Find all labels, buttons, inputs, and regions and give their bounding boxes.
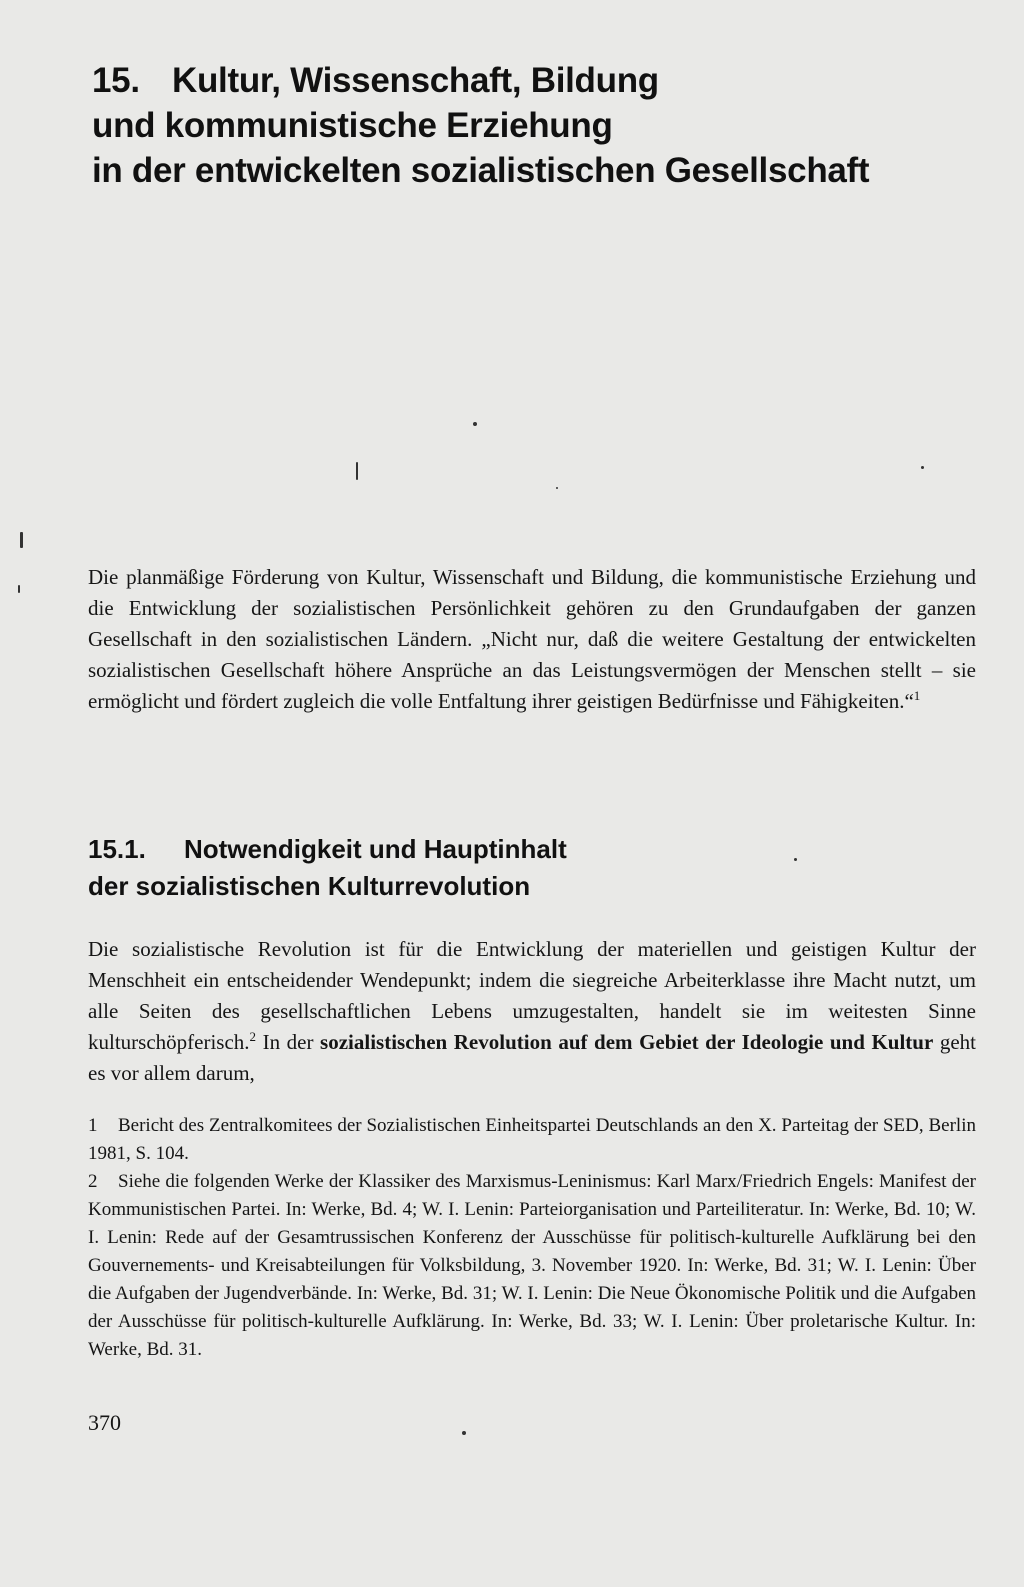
section-title-line-2: der sozialistischen Kulturrevolution [88,871,531,901]
section-title-text-1: Notwendigkeit und Hauptinhalt [184,834,567,864]
footnote-ref-2: 2 [249,1029,257,1044]
footnote-number: 1 [88,1115,98,1136]
intro-paragraph [88,562,976,717]
chapter-heading [92,58,972,193]
section-text-part-1: Die sozialistische Revolution ist für die Entwicklung der materiellen und geistigen Kultur der Menschheit ein entscheidender Wendepunkt; indem die siegreiche Arbeiterklasse ihre Macht nutzt, um alle Seiten des gesellschaftlichen Lebens umzugestalten, handelt sie im weitesten Sinne kulturschöpferisch. [88,937,976,1054]
scan-speck [556,487,558,489]
section-heading [88,831,968,905]
intro-text: Die planmäßige Förderung von Kultur, Wissenschaft und Bildung, die kommunistische Erziehung und die Entwicklung der sozialistischen Persönlichkeit gehören zu den Grundaufgaben der ganzen Gesellschaft in den sozialistischen Ländern. „Nicht nur, daß die weitere Gestaltung der entwickelten sozialistischen Gesellschaft höhere Ansprüche an das Leistungsvermögen der Menschen stellt – sie ermöglicht und fördert zugleich die volle Entfaltung ihrer geistigen Bedürfnisse und Fähigkeiten.“ [88,565,976,713]
scan-speck [921,466,924,469]
scan-speck [794,858,797,861]
section-bold-term: sozialistischen Revolution auf dem Gebiet der Ideologie und Kultur [320,1030,934,1054]
footnote-number: 2 [88,1171,98,1192]
section-text-part-3: geht es vor allem darum, [88,1030,977,1085]
scan-speck [462,1431,466,1435]
section-paragraph [88,934,976,1089]
chapter-number: 15. [92,61,140,100]
scan-speck [18,585,20,593]
footnotes [88,1112,976,1364]
section-title-line-1 [88,831,968,868]
scan-speck [473,422,477,426]
footnote-2 [88,1168,976,1364]
scan-speck [20,532,23,548]
chapter-title-line-2: und kommunistische Erziehung [92,106,613,145]
footnote-text: Siehe die folgenden Werke der Klassiker des Marxismus-Leninismus: Karl Marx/Friedrich Engels: Manifest der Kommunistischen Partei. In: Werke, Bd. 4; W. I. Lenin: Parteiorganisation und Parteiliteratur. In: Werke, Bd. 10; W. I. Lenin: Rede auf der Gesamtrussischen Konferenz der Ausschüsse für politisch-kulturelle Aufklärung bei den Gouvernements- und Kreisabteilungen für Volksbildung, 3. November 1920. In: Werke, Bd. 31; W. I. Lenin: Über die Aufgaben der Jugendverbände. In: Werke, Bd. 31; W. I. Lenin: Die Neue Ökonomische Politik und die Aufgaben der Ausschüsse für politisch-kulturelle Aufklärung. In: Werke, Bd. 33; W. I. Lenin: Über proletarische Kultur. In: Werke, Bd. 31. [88,1171,976,1360]
footnote-1 [88,1112,976,1168]
footnote-text: Bericht des Zentralkomitees der Sozialistischen Einheitspartei Deutschlands an den X. Parteitag der SED, Berlin 1981, S. 104. [88,1115,976,1164]
chapter-title-text-1: Kultur, Wissenschaft, Bildung [172,61,659,100]
footnote-ref-1: 1 [913,688,921,703]
page-number: 370 [88,1410,121,1435]
chapter-title-line-3: in der entwickelten sozialistischen Gesellschaft [92,151,870,190]
chapter-title-line-1 [92,58,972,103]
section-number: 15.1. [88,834,146,864]
scan-speck [356,462,358,480]
section-text-part-2: In der [256,1030,321,1054]
